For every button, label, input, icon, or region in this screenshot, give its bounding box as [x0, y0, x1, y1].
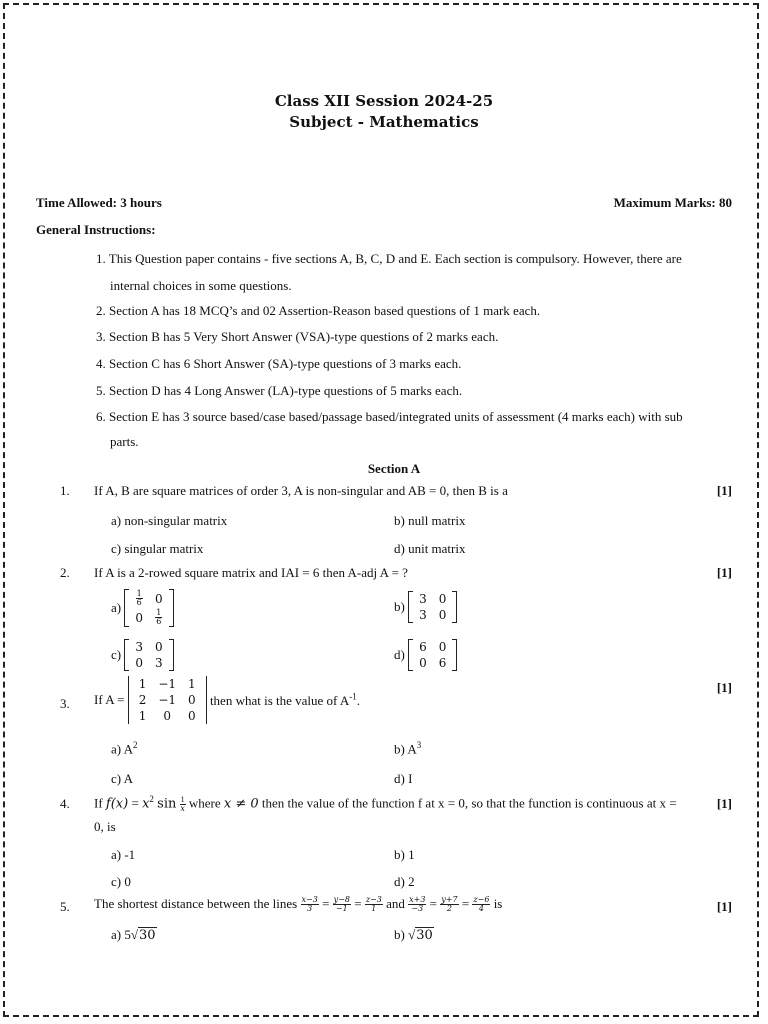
option-label: a) [111, 600, 122, 615]
matrix-cell: 0 [419, 656, 427, 670]
option-a [111, 589, 174, 627]
matrix-cell: 0 [188, 709, 196, 723]
equals-sign: = [461, 896, 470, 912]
fraction-denominator: 6 [156, 617, 162, 626]
option-c: c) singular matrix [111, 541, 204, 556]
matrix-cell: 1 [138, 709, 147, 723]
matrix-cell: 0 [438, 608, 447, 622]
matrix-cell: 1 [138, 677, 147, 691]
matrix-cell: 3 [135, 640, 143, 654]
option-label: b) [394, 927, 405, 942]
option-d: d) unit matrix [394, 541, 466, 556]
fraction [301, 896, 319, 913]
question-suffix: then what is the value of A [209, 692, 350, 708]
question-number: 3. [60, 696, 70, 711]
question-if: If [94, 795, 103, 811]
option-label: a) 5 [111, 927, 131, 942]
sin-function: sin [157, 796, 177, 812]
instruction-item: 3. Section B has 5 Very Short Answer (VSA)-type questions of 2 marks each. [96, 329, 499, 344]
fraction-numerator: x+3 [409, 894, 426, 904]
question-number: 2. [60, 565, 70, 580]
matrix-cell: 0 [155, 591, 163, 606]
question-where: where [188, 795, 221, 811]
matrix-cell: −1 [158, 693, 177, 707]
variable-x: x [142, 796, 150, 812]
question-number: 4. [60, 796, 70, 811]
equals-sign: = [322, 896, 330, 912]
superscript: 2 [149, 794, 154, 804]
superscript: 3 [416, 740, 422, 750]
matrix-cell: 0 [155, 640, 163, 654]
option-a [111, 740, 138, 757]
fraction [136, 590, 143, 607]
matrix-option-c [124, 639, 173, 671]
option-base: A [123, 741, 134, 757]
question-marks: [1] [716, 483, 732, 498]
matrix-cell: 0 [188, 693, 196, 707]
fraction-numerator: 1 [136, 589, 142, 598]
option-d: d) 2 [394, 874, 415, 889]
sqrt-symbol: √ [408, 927, 416, 942]
sqrt-symbol: √ [130, 927, 138, 942]
paper-title: Class XII Session 2024-25 [274, 92, 494, 110]
instruction-item: 4. Section C has 6 Short Answer (SA)-type questions of 3 marks each. [96, 356, 462, 371]
determinant-matrix [128, 676, 207, 724]
matrix-cell: −1 [158, 677, 177, 691]
matrix-cell: 3 [419, 592, 427, 606]
radicand: 30 [139, 928, 156, 943]
fraction-numerator: z−6 [473, 894, 490, 904]
option-b: b) 1 [394, 847, 415, 862]
option-a [111, 927, 157, 943]
matrix-cell: 3 [155, 656, 163, 670]
matrix-cell: 0 [438, 640, 447, 654]
superscript: 2 [133, 740, 138, 750]
question-text [94, 895, 502, 913]
fraction-denominator: 4 [478, 903, 484, 913]
fraction [180, 796, 186, 813]
question-end: . [356, 692, 361, 708]
fraction-numerator: x−3 [301, 894, 318, 904]
question-text [94, 794, 714, 813]
equals-sign: = [354, 896, 362, 912]
matrix-cell: 0 [438, 592, 447, 606]
fraction-denominator: x [180, 803, 185, 813]
matrix-cell: 6 [419, 640, 427, 654]
option-base: A [407, 741, 417, 757]
question-prefix: If A = [94, 692, 125, 707]
paper-subject: Subject - Mathematics [289, 113, 479, 131]
question-marks: [1] [716, 680, 732, 695]
maximum-marks: Maximum Marks: 80 [613, 195, 732, 210]
question-number: 1. [60, 483, 70, 498]
fraction-numerator: z−3 [365, 894, 382, 904]
question-text: If A, B are square matrices of order 3, A is non-singular and AB = 0, then B is a [94, 483, 508, 498]
matrix-cell: 0 [163, 709, 172, 723]
condition: x ≠ 0 [223, 796, 259, 812]
instruction-item: parts. [110, 434, 139, 449]
question-marks: [1] [716, 796, 732, 811]
matrix-cell: 3 [419, 608, 427, 622]
fraction [155, 609, 162, 626]
conjunction-and: and [386, 896, 405, 912]
question-is: is [493, 896, 503, 912]
option-label: c) [111, 647, 122, 662]
option-label: b) [394, 599, 405, 614]
option-label: b) [394, 741, 405, 757]
question-marks: [1] [716, 899, 732, 914]
superscript: -1 [349, 691, 357, 702]
matrix-cell: 1 [188, 677, 196, 691]
matrix-option-a [124, 589, 173, 627]
matrix-cell: 6 [438, 656, 447, 670]
question-text [94, 676, 360, 724]
option-b [394, 591, 457, 623]
option-a: a) -1 [111, 847, 136, 862]
radicand: 30 [416, 928, 433, 943]
fraction [472, 896, 490, 913]
option-label: a) [111, 741, 122, 757]
option-c: c) 0 [111, 874, 131, 889]
fraction-denominator: 2 [446, 903, 452, 913]
matrix-cell: 0 [135, 610, 143, 625]
option-a: a) non-singular matrix [111, 513, 228, 528]
general-instructions-heading: General Instructions: [36, 222, 156, 237]
instruction-item: 2. Section A has 18 MCQ’s and 02 Assertion-Reason based questions of 1 mark each. [96, 303, 541, 318]
question-prefix: The shortest distance between the lines [94, 896, 298, 912]
matrix-cell: 2 [138, 693, 147, 707]
question-number: 5. [60, 899, 70, 914]
question-rest: then the value of the function f at x = 0, so that the function is continuous at x = [261, 795, 677, 811]
question-text: If A is a 2-rowed square matrix and IAI = 6 then A-adj A = ? [94, 565, 408, 580]
fraction-numerator: y−8 [333, 894, 350, 904]
option-b [394, 927, 434, 943]
matrix-option-b [408, 591, 457, 623]
fraction-denominator: −1 [335, 903, 348, 913]
fraction [408, 896, 426, 913]
fraction-numerator: y+7 [441, 894, 458, 904]
question-marks: [1] [716, 565, 732, 580]
fraction-numerator: 1 [180, 794, 185, 804]
question-text-continued: 0, is [94, 819, 116, 834]
fraction-numerator: 1 [156, 608, 162, 617]
matrix-option-d [408, 639, 457, 671]
option-b: b) null matrix [394, 513, 466, 528]
fraction-denominator: 6 [136, 598, 142, 607]
equals-sign: = [429, 896, 438, 912]
fraction [365, 896, 383, 913]
fraction [440, 896, 458, 913]
function-expression: f(x) [105, 796, 129, 812]
fraction-denominator: −3 [411, 903, 424, 913]
option-d [394, 639, 457, 671]
option-label: d) [394, 647, 405, 662]
option-c: c) A [111, 771, 134, 786]
fraction-denominator: 3 [307, 903, 313, 913]
fraction [333, 896, 351, 913]
equals-sign: = [131, 795, 139, 811]
option-c [111, 639, 174, 671]
fraction-denominator: 1 [371, 903, 377, 913]
section-a-heading: Section A [367, 461, 421, 476]
time-allowed: Time Allowed: 3 hours [36, 195, 162, 210]
instruction-item: 1. This Question paper contains - five sections A, B, C, D and E. Each section is compulsory. However, there are [96, 251, 682, 266]
instruction-item: 6. Section E has 3 source based/case based/passage based/integrated units of assessment (4 marks each) with sub [96, 409, 683, 424]
matrix-cell: 0 [135, 656, 143, 670]
option-b [394, 740, 421, 757]
instruction-item: internal choices in some questions. [110, 278, 292, 293]
page-border [3, 3, 759, 1017]
instruction-item: 5. Section D has 4 Long Answer (LA)-type questions of 5 marks each. [96, 383, 463, 398]
option-d: d) I [394, 771, 413, 786]
